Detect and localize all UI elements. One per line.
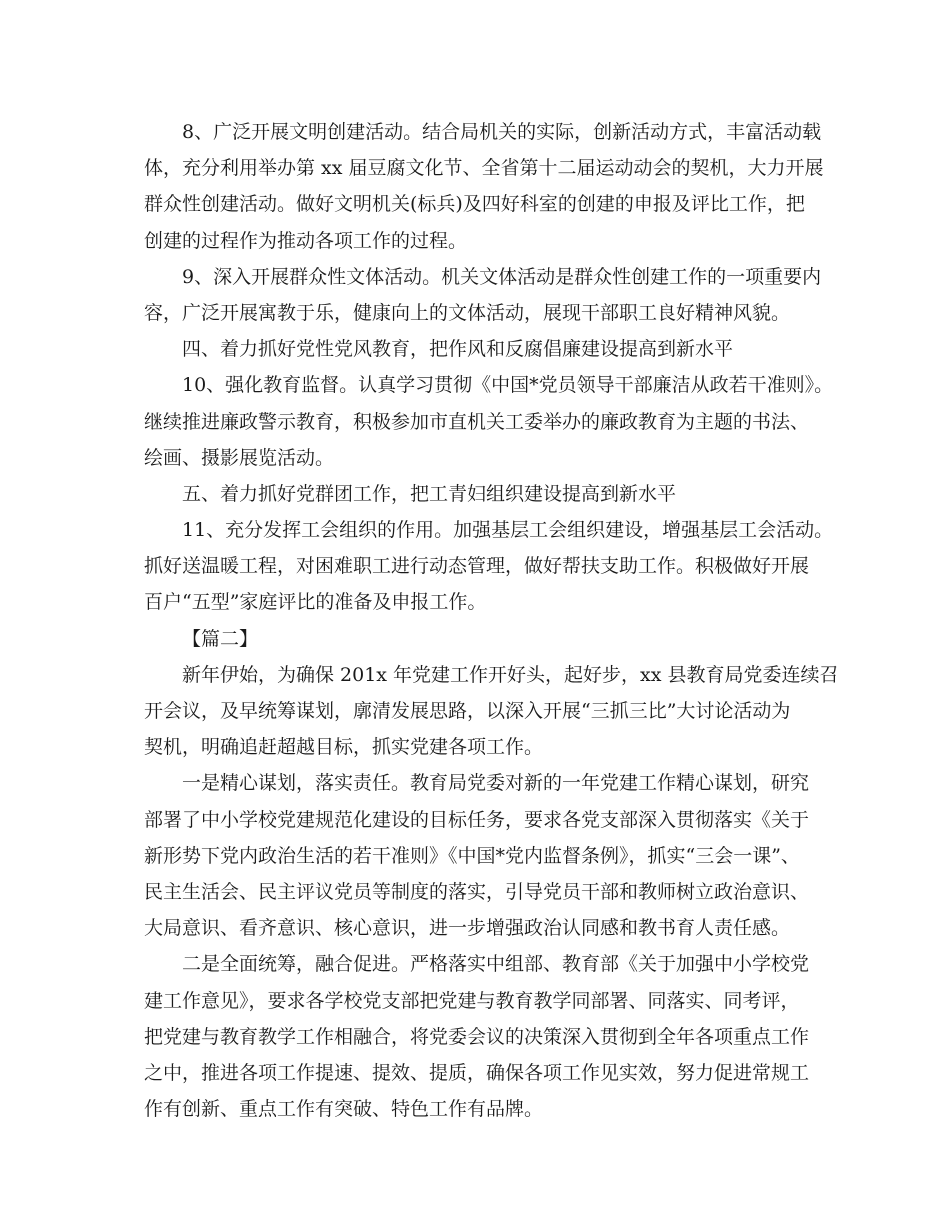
text-line: 新年伊始，为确保 201x 年党建工作开好头，起好步，xx 县教育局党委连续召 [182,663,839,686]
document-body [144,114,839,1127]
text-line: 抓好送温暖工程，对困难职工进行动态管理，做好帮扶支助工作。积极做好开展 [144,555,810,578]
text-line: 一是精心谋划，落实责任。教育局党委对新的一年党建工作精心谋划，研究 [182,772,810,795]
text-line: 绘画、摄影展览活动。 [144,446,335,469]
text-line: 四、着力抓好党性党风教育，把作风和反腐倡廉建设提高到新水平 [182,338,734,361]
text-line: 10、强化教育监督。认真学习贯彻《中国*党员领导干部廉洁从政若干准则》。 [182,374,834,397]
text-line: 部署了中小学校党建规范化建设的目标任务，要求各党支部深入贯彻落实《关于 [144,808,810,831]
text-line: 开会议，及早统筹谋划，廓清发展思路，以深入开展“三抓三比”大讨论活动为 [144,700,791,722]
text-line: 五、着力抓好党群团工作，把工青妇组织建设提高到新水平 [182,482,677,505]
text-line: 容，广泛开展寓教于乐，健康向上的文体活动，展现干部职工良好精神风貌。 [144,301,791,324]
text-line: 11、充分发挥工会组织的作用。加强基层工会组织建设，增强基层工会活动。 [182,519,834,542]
text-line: 契机，明确追赶超越目标，抓实党建各项工作。 [144,736,544,759]
text-line: 继续推进廉政警示教育，积极参加市直机关工委举办的廉政教育为主题的书法、 [144,410,810,433]
text-line: 把党建与教育教学工作相融合，将党委会议的决策深入贯彻到全年各项重点工作 [144,1025,810,1048]
text-line: 作有创新、重点工作有突破、特色工作有品牌。 [144,1098,544,1121]
text-line: 建工作意见》，要求各学校党支部把党建与教育教学同部署、同落实、同考评， [144,989,800,1012]
text-line: 之中，推进各项工作提速、提效、提质，确保各项工作见实效，努力促进常规工 [144,1061,810,1084]
text-line: 二是全面统筹，融合促进。严格落实中组部、教育部《关于加强中小学校党 [182,953,810,976]
text-line: 百户“五型”家庭评比的准备及申报工作。 [144,591,487,614]
text-line: 9、深入开展群众性文体活动。机关文体活动是群众性创建工作的一项重要内 [182,265,822,288]
text-line: 新形势下党内政治生活的若干准则》《中国*党内监督条例》，抓实“三会一课”、 [144,844,800,867]
text-line: 民主生活会、民主评议党员等制度的落实，引导党员干部和教师树立政治意识、 [144,880,810,903]
text-line: 体，充分利用举办第 xx 届豆腐文化节、全省第十二届运动动会的契机，大力开展 [144,157,824,180]
text-line: 群众性创建活动。做好文明机关(标兵)及四好科室的创建的申报及评比工作，把 [144,193,805,216]
text-line: 大局意识、看齐意识、核心意识，进一步增强政治认同感和教书育人责任感。 [144,917,791,940]
text-line: 8、广泛开展文明创建活动。结合局机关的实际，创新活动方式，丰富活动载 [182,121,822,143]
text-line: 【篇二】 [182,627,259,650]
text-line: 创建的过程作为推动各项工作的过程。 [144,229,468,252]
